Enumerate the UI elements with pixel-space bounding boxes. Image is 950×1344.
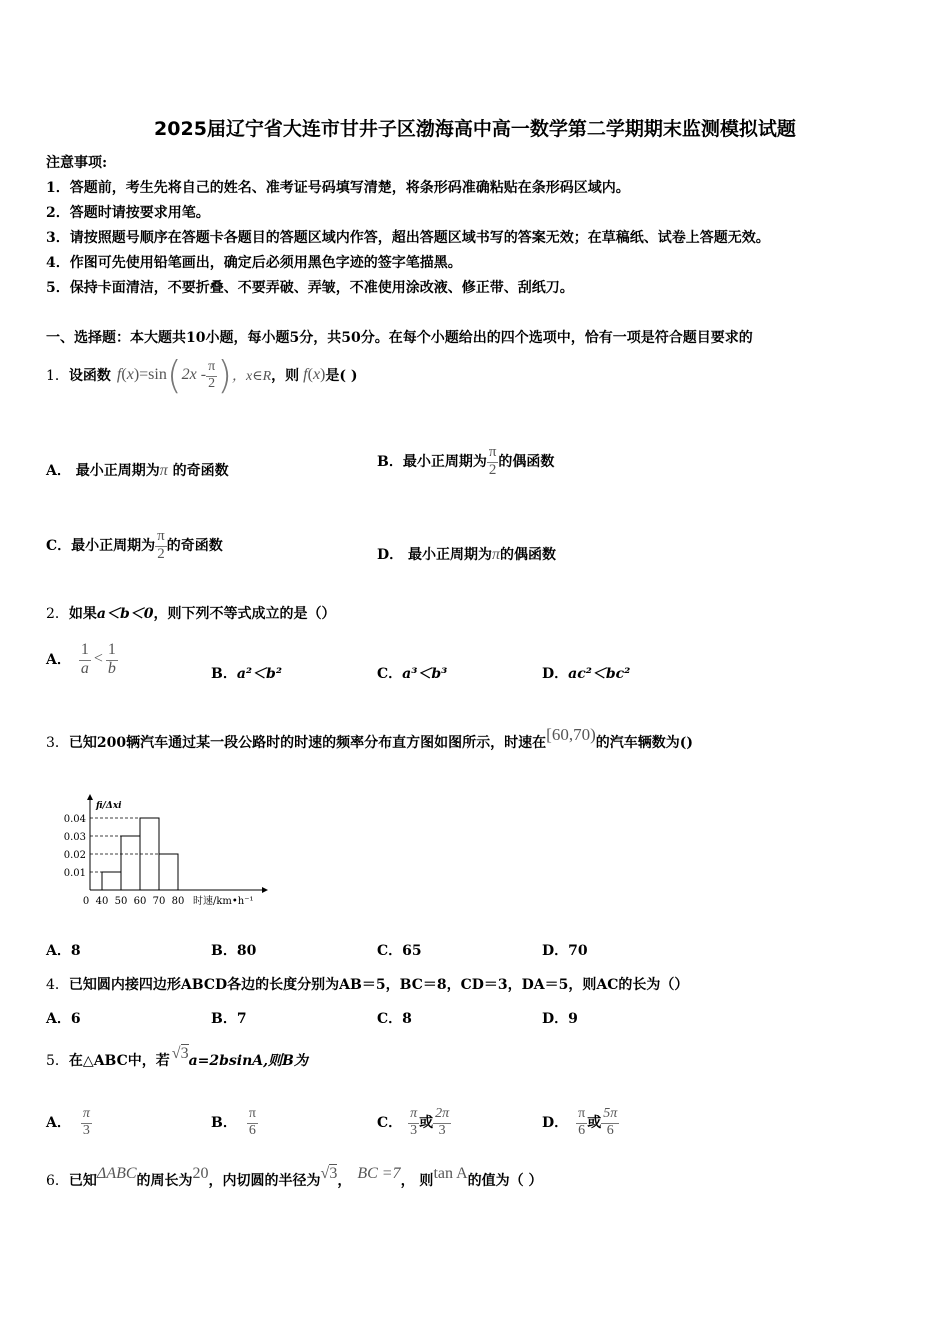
option-d: D．70 <box>542 943 588 959</box>
question-text: 是( ) <box>325 368 358 384</box>
x-axis-arrow <box>262 887 268 893</box>
question-number: 1． <box>46 368 69 384</box>
math-f: f <box>116 366 122 383</box>
option-d: D．ac²＜bc² <box>542 666 631 682</box>
notice-item: 2．答题时请按要求用笔。 <box>46 205 210 221</box>
option-b: B．80 <box>211 943 257 959</box>
x-tick-label: 0 <box>82 896 90 907</box>
option-d: D． $\frac{\pi}{6}$ 或 $\frac{5\pi}{6}$ <box>542 1105 618 1138</box>
notice-item: 1．答题前，考生先将自己的姓名、准考证号码填写清楚，将条形码准确粘贴在条形码区域内。 <box>46 180 630 196</box>
math-fraction: $\frac{\pi}{2}$ <box>208 358 216 391</box>
question-3: 3． 已知200辆汽车通过某一段公路时的时速的频率分布直方图如图所示，时速在 [60,70) 的汽车辆数为() <box>46 725 693 751</box>
option-a: A．8 <box>46 943 81 959</box>
option-d: D． 最小正周期为π的偶函数 <box>377 546 557 563</box>
math-f: f <box>303 366 308 383</box>
histogram-bar <box>121 836 140 890</box>
question-1: 1． 设函数 f ( x ) =sin ( 2x - $\frac{\pi}{2}$ ) ，x∈R ，则 f ( x ) 是( ) <box>46 353 358 397</box>
y-tick-label: 0.04 <box>63 814 86 825</box>
notice-item: 5．保持卡面清洁，不要折叠、不要弄破、弄皱，不准使用涂改液、修正带、刮纸刀。 <box>46 280 574 296</box>
section-heading: 一、选择题：本大题共10小题，每小题5分，共50分。在每个小题给出的四个选项中，恰有一项是符合题目要求的 <box>46 330 753 346</box>
y-tick-label: 0.02 <box>63 850 86 861</box>
question-5: 5． 在△ABC中，若 √3 a=2bsinA,则B为 <box>46 1045 308 1069</box>
option-c: C．65 <box>377 943 422 959</box>
math-sin: =sin <box>139 366 167 383</box>
math-x: x <box>126 366 134 383</box>
math-interval: [60,70) <box>546 725 596 744</box>
x-tick-label: 80 <box>171 896 185 907</box>
option-b: B．a²＜b² <box>211 666 282 682</box>
option-c: C．a³＜b³ <box>377 666 448 682</box>
option-c: C． $\frac{\pi}{3}$ 或 $\frac{2\pi}{3}$ <box>377 1105 450 1138</box>
y-tick-label: 0.01 <box>63 868 86 879</box>
question-text: 设函数 <box>68 368 111 384</box>
x-tick-label: 60 <box>133 896 147 907</box>
question-2: 2．如果a＜b＜0，则下列不等式成立的是（） <box>46 606 336 622</box>
y-axis-arrow <box>87 794 93 800</box>
option-a: A． $\frac{1}{a}$ < $\frac{1}{b}$ <box>46 640 116 677</box>
option-a: A． 最小正周期为π 的奇函数 <box>46 462 229 479</box>
math-domain: ，x∈R <box>232 369 272 384</box>
y-tick-label: 0.03 <box>63 832 86 843</box>
x-tick-label: 50 <box>114 896 128 907</box>
notice-heading: 注意事项: <box>46 155 108 171</box>
option-a: A． $\frac{\pi}{3}$ <box>46 1105 90 1138</box>
option-a: A．6 <box>46 1011 81 1027</box>
x-tick-label: 70 <box>152 896 166 907</box>
x-tick-label: 40 <box>95 896 109 907</box>
histogram-bar <box>159 854 178 890</box>
x-axis-label: 时速/km•h⁻¹ <box>193 896 254 907</box>
question-4: 4．已知圆内接四边形ABCD各边的长度分别为AB＝5，BC＝8，CD＝3，DA＝5，则AC的长为（） <box>46 977 689 993</box>
histogram-chart <box>52 790 272 915</box>
histogram-bar <box>102 872 121 890</box>
math-sqrt: √3 <box>171 1045 189 1062</box>
option-b: B． $\frac{\pi}{6}$ <box>211 1105 256 1138</box>
y-axis-label: fi/Δxi <box>96 801 122 811</box>
option-c: C． 最小正周期为 $\frac{\pi}{2}$ 的奇函数 <box>46 527 223 562</box>
option-b: B． 最小正周期为 $\frac{\pi}{2}$ 的偶函数 <box>377 443 555 478</box>
math-x: x <box>312 366 321 383</box>
option-d: D．9 <box>542 1011 578 1027</box>
question-text: ，则 <box>271 368 300 384</box>
notice-item: 4．作图可先使用铅笔画出，确定后必须用黑色字迹的签字笔描黑。 <box>46 255 462 271</box>
math-inner: 2x - <box>181 366 207 383</box>
notice-item: 3．请按照题号顺序在答题卡各题目的答题区域内作答，超出答题区域书写的答案无效；在草稿纸、试卷上答题无效。 <box>46 230 770 246</box>
option-c: C．8 <box>377 1011 412 1027</box>
option-b: B．7 <box>211 1011 247 1027</box>
page-title: 2025届辽宁省大连市甘井子区渤海高中高一数学第二学期期末监测模拟试题 <box>154 118 796 140</box>
question-6: 6． 已知 ΔABC 的周长为 20 ，内切圆的半径为 √3 ， BC =7 ， 则 tan A 的值为（ ） <box>46 1165 543 1189</box>
